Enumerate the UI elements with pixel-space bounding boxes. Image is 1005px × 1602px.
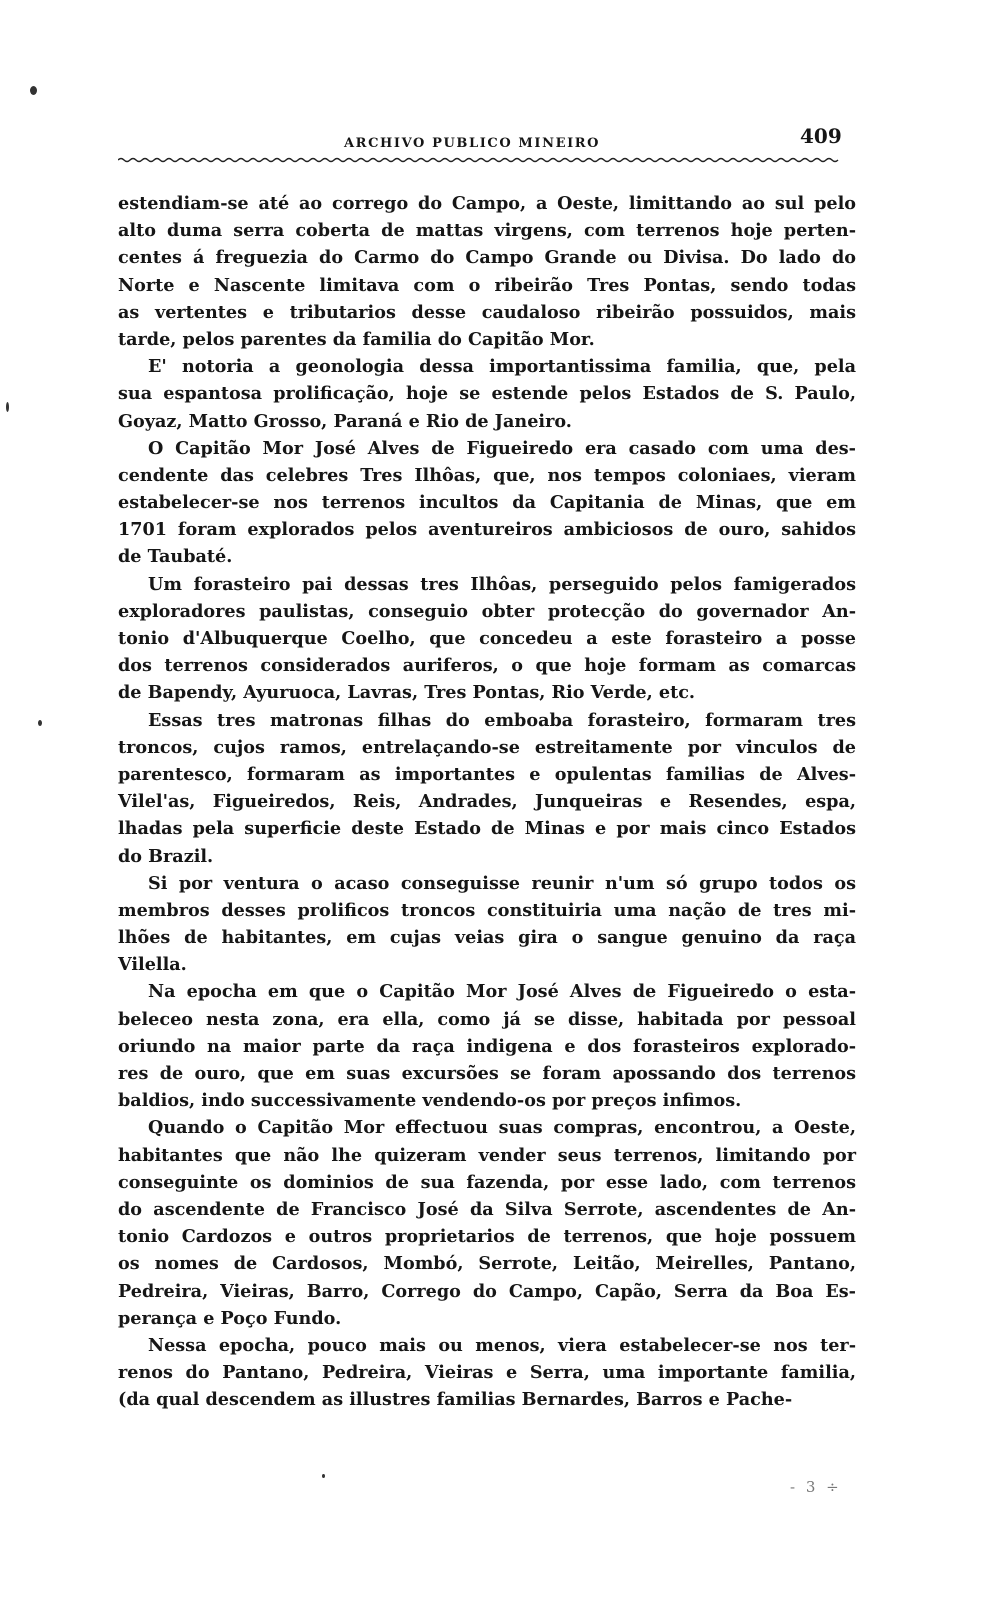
- text-line: cendente das celebres Tres Ilhôas, que, nos tempos coloniaes, vieram: [118, 464, 856, 486]
- text-line: Vilella.: [118, 954, 187, 976]
- ink-speck: [6, 402, 9, 412]
- text-line: dos terrenos considerados auriferos, o que hoje formam as comarcas: [118, 655, 856, 677]
- text-line: lhões de habitantes, em cujas veias gira o sangue genuino da raça: [118, 927, 856, 949]
- text-line: sua espantosa prolificação, hoje se estende pelos Estados de S. Paulo,: [118, 383, 856, 405]
- text-line: do Brazil.: [118, 845, 214, 867]
- text-line: de Taubaté.: [118, 546, 233, 568]
- text-line: res de ouro, que em suas excursões se foram apossando dos terrenos: [118, 1063, 856, 1084]
- text-line: troncos, cujos ramos, entrelaçando-se estreitamente por vinculos de: [118, 736, 856, 758]
- text-line: Nessa epocha, pouco mais ou menos, viera estabelecer-se nos ter-: [148, 1334, 856, 1356]
- text-line: os nomes de Cardosos, Mombó, Serrote, Leitão, Meirelles, Pantano,: [118, 1253, 856, 1275]
- text-line: Si por ventura o acaso conseguisse reunir n'um só grupo todos os: [148, 872, 856, 894]
- text-line: renos do Pantano, Pedreira, Vieiras e Serra, uma importante familia,: [118, 1362, 856, 1384]
- text-line: de Bapendy, Ayuruoca, Lavras, Tres Pontas, Rio Verde, etc.: [118, 682, 696, 704]
- text-line: baldios, indo successivamente vendendo-os por preços infimos.: [118, 1090, 742, 1112]
- text-line: centes á freguezia do Carmo do Campo Grande ou Divisa. Do lado do: [118, 247, 856, 269]
- text-line: 1701 foram explorados pelos aventureiros ambiciosos de ouro, sahidos: [118, 519, 856, 541]
- text-line: Pedreira, Vieiras, Barro, Corrego do Campo, Capão, Serra da Boa Es-: [118, 1280, 856, 1302]
- text-line: beleceo nesta zona, era ella, como já se disse, habitada por pessoal: [118, 1008, 856, 1030]
- text-line: E' notoria a geonologia dessa importantissima familia, que, pela: [148, 356, 856, 378]
- text-line: Quando o Capitão Mor effectuou suas compras, encontrou, a Oeste,: [148, 1117, 856, 1139]
- text-line: Norte e Nascente limitava com o ribeirão Tres Pontas, sendo todas: [118, 274, 856, 296]
- body-text: [118, 190, 856, 1413]
- text-line: perança e Poço Fundo.: [118, 1307, 342, 1329]
- text-line: Na epocha em que o Capitão Mor José Alves de Figueiredo o esta-: [148, 981, 856, 1003]
- text-line: tonio Cardozos e outros proprietarios de terrenos, que hoje possuem: [118, 1226, 856, 1248]
- text-line: exploradores paulistas, conseguio obter protecção do governador An-: [118, 600, 856, 622]
- text-line: as vertentes e tributarios desse caudaloso ribeirão possuidos, mais: [118, 301, 856, 323]
- text-line: Vilel'as, Figueiredos, Reis, Andrades, Junqueiras e Resendes, espa,: [118, 791, 856, 813]
- text-line: parentesco, formaram as importantes e opulentas familias de Alves-: [118, 763, 856, 785]
- text-line: do ascendente de Francisco José da Silva Serrote, ascendentes de An-: [118, 1198, 856, 1220]
- text-line: tarde, pelos parentes da familia do Capitão Mor.: [118, 328, 595, 350]
- text-line: Um forasteiro pai dessas tres Ilhôas, perseguido pelos famigerados: [148, 573, 856, 595]
- text-line: lhadas pela superficie deste Estado de Minas e por mais cinco Estados: [118, 818, 856, 840]
- ink-speck: [38, 720, 42, 726]
- text-line: conseguinte os dominios de sua fazenda, por esse lado, com terrenos: [118, 1171, 856, 1193]
- footer-marks: - 3 ÷: [790, 1478, 842, 1496]
- text-line: alto duma serra coberta de mattas virgens, com terrenos hoje perten-: [118, 220, 856, 242]
- text-line: estendiam-se até ao corrego do Campo, a Oeste, limittando ao sul pelo: [118, 193, 856, 214]
- header-rule: [118, 157, 842, 163]
- text-line: habitantes que não lhe quizeram vender seus terrenos, limitando por: [118, 1144, 856, 1166]
- text-line: membros desses prolificos troncos constituiria uma nação de tres mi-: [118, 899, 856, 921]
- ink-speck: [30, 86, 37, 95]
- text-line: tonio d'Albuquerque Coelho, que concedeu a este forasteiro a posse: [118, 628, 856, 649]
- text-line: O Capitão Mor José Alves de Figueiredo era casado com uma des-: [148, 437, 856, 459]
- text-line: (da qual descendem as illustres familias Bernardes, Barros e Pache-: [118, 1389, 793, 1411]
- text-line: estabelecer-se nos terrenos incultos da Capitania de Minas, que em: [118, 492, 856, 514]
- page-number: 409: [800, 124, 842, 148]
- text-line: oriundo na maior parte da raça indigena e dos forasteiros explorado-: [118, 1035, 856, 1057]
- running-head: ARCHIVO PUBLICO MINEIRO: [344, 136, 601, 151]
- ink-speck: [322, 1474, 325, 1478]
- text-line: Goyaz, Matto Grosso, Paraná e Rio de Janeiro.: [118, 410, 572, 432]
- text-line: Essas tres matronas filhas do emboaba forasteiro, formaram tres: [148, 709, 856, 731]
